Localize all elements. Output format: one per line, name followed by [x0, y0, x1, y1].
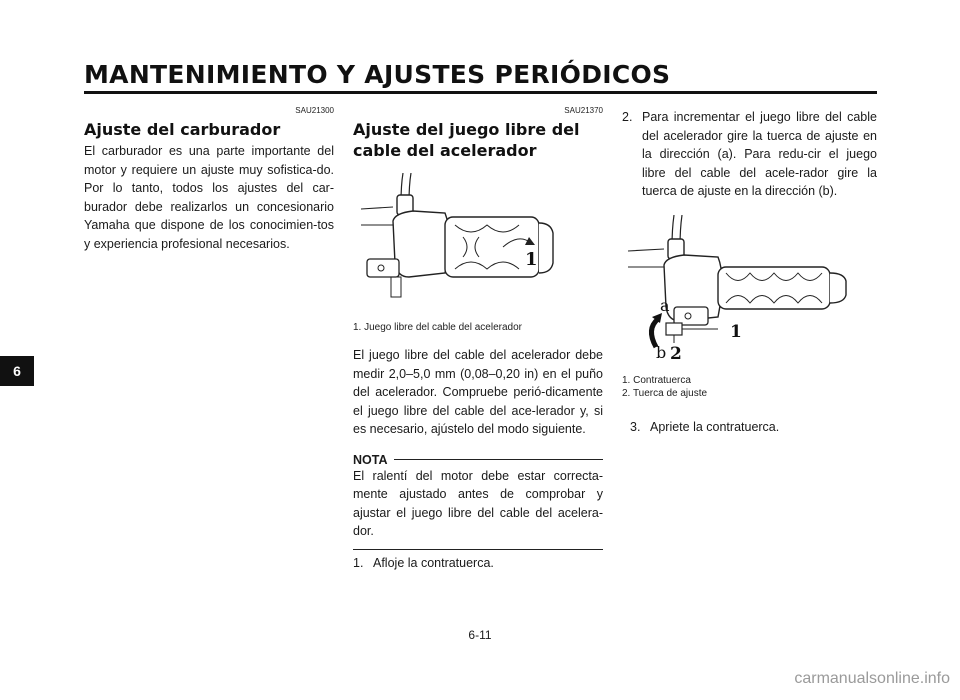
figure-caption: 1. Juego libre del cable del acelerador: [353, 322, 522, 333]
step-item: [622, 108, 877, 201]
figure-caption-1: 1. Contratuerca: [622, 374, 691, 386]
header-rule: [84, 91, 877, 94]
throttle-grip-illustration: [353, 173, 603, 313]
watermark: carmanualsonline.info: [794, 670, 950, 687]
section-code: SAU21370: [564, 106, 603, 115]
section-title: Ajuste del juego libre del cable del acelerador: [353, 120, 580, 160]
step-number: 1.: [353, 555, 364, 570]
nota-text: El ralentí del motor debe estar correcta-mente ajustado antes de comprobar y ajustar el juego libre del cable del acelera-dor.: [353, 468, 603, 538]
page-number: 6-11: [468, 628, 492, 642]
adjuster-illustration: [622, 215, 872, 360]
step-text: Afloje la contratuerca.: [373, 555, 494, 570]
step-item: [622, 418, 877, 437]
throttle-grip-figure: [353, 173, 603, 313]
nota-header: [353, 453, 603, 467]
column-ajuste: [622, 108, 877, 436]
figure-label-a: a: [660, 295, 670, 315]
section-title: Ajuste del carburador: [84, 120, 281, 139]
section-code: SAU21300: [295, 106, 334, 115]
step-item: [353, 554, 603, 573]
step-number: 3.: [630, 419, 641, 434]
figure-label-b: b: [656, 342, 667, 360]
chapter-tab[interactable]: 6: [0, 356, 34, 386]
figure-caption-2: 2. Tuerca de ajuste: [622, 387, 708, 399]
column-juego-libre: [353, 106, 603, 572]
column-carburador: [84, 106, 334, 253]
step-number: 2.: [622, 110, 633, 124]
figure-label-1: 1: [525, 249, 538, 270]
section-paragraph: El juego libre del cable del acelerador debe medir 2,0–5,0 mm (0,08–0,20 in) en el puño del acelerador. Compruebe perió-dicamente el juego libre del cable del ace-lerador y, si es necesario, ajústelo del modo siguiente.: [353, 348, 603, 436]
step-text: Apriete la contratuerca.: [650, 419, 780, 434]
figure-label-1: 1: [730, 321, 742, 342]
adjuster-figure: [622, 215, 877, 360]
step-text: Para incrementar el juego libre del cable del acelerador gire la tuerca de ajuste en la dirección (a). Para redu-cir el juego libre del cable del acele-rador gire la tuerca de ajuste en la dirección (b).: [642, 110, 877, 198]
section-paragraph: El carburador es una parte importante del motor y requiere un ajuste muy sofistica-do. Por lo tanto, todos los ajustes del car-burador debe realizarlos un concesionario Yamaha que dispone de los conocimien-tos y experiencia profesional necesarios.: [84, 144, 334, 251]
nota-rule: [394, 459, 604, 460]
nota-end-rule: [353, 549, 603, 550]
nota-label: NOTA: [353, 452, 388, 467]
page-header-title: MANTENIMIENTO Y AJUSTES PERIÓDICOS: [84, 60, 671, 89]
figure-label-2: 2: [670, 343, 682, 360]
